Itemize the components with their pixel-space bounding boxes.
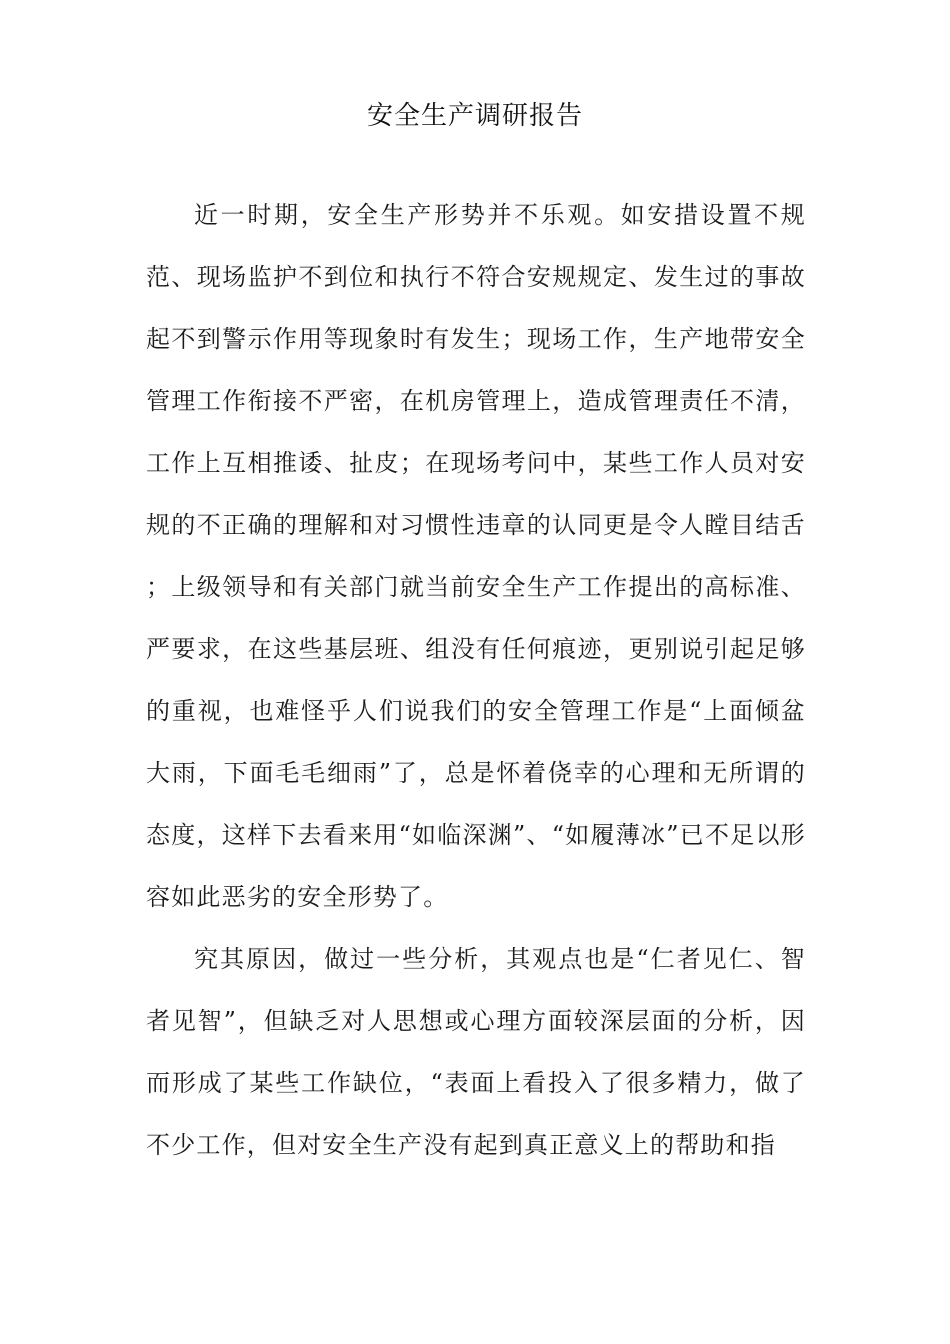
document-title: 安全生产调研报告 (366, 101, 583, 131)
paragraph-2: 究其原因，做过一些分析，其观点也是“仁者见仁、智者见智”，但缺乏对人思想或心理方面较深层面的分析，因而形成了某些工作缺位，“表面上看投入了很多精力，做了不少工作，但对安全生产没有起到真正意义上的帮助和指 (146, 945, 806, 1159)
document-body (146, 184, 806, 1176)
paragraph-1: 近一时期，安全生产形势并不乐观。如安措设置不规范、现场监护不到位和执行不符合安规规定、发生过的事故起不到警示作用等现象时有发生；现场工作，生产地带安全管理工作衔接不严密，在机房管理上，造成管理责任不清，工作上互相推诿、扯皮；在现场考问中，某些工作人员对安规的不正确的理解和对习惯性违章的认同更是令人瞠目结舌 ；上级领导和有关部门就当前安全生产工作提出的高标准、严要求，在这些基层班、组没有任何痕迹，更别说引起足够的重视，也难怪乎人们说我们的安全管理工作是“上面倾盆大雨，下面毛毛细雨”了，总是怀着侥幸的心理和无所谓的态度，这样下去看来用“如临深渊”、“如履薄冰”已不足以形容如此恶劣的安全形势了。 (146, 201, 806, 911)
